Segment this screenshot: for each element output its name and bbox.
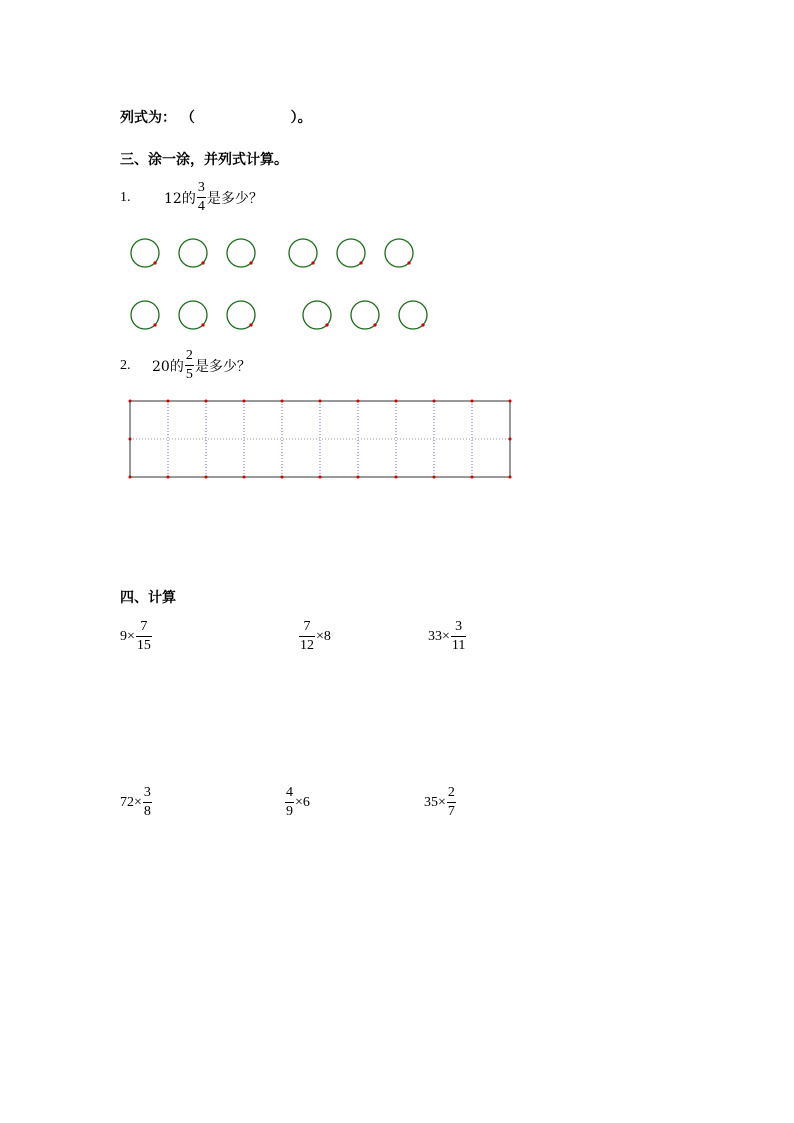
q1-number: 1. [120, 189, 131, 205]
answer-open-paren: （ [180, 110, 195, 126]
grid-marker-19 [395, 476, 398, 479]
grid-marker-24 [509, 438, 512, 441]
grid-marker-4 [243, 400, 246, 403]
grid-marker-11 [509, 400, 512, 403]
grid-marker-20 [433, 476, 436, 479]
grid-marker-21 [471, 476, 474, 479]
answer-label: 列式为： [120, 110, 176, 126]
calc-item-4-fraction: $\frac{3}{8}$ [143, 785, 151, 819]
grid-marker-15 [243, 476, 246, 479]
grid-marker-16 [281, 476, 284, 479]
calc-item-3: 33× $\frac{3}{11}$ [428, 619, 466, 653]
calc-item-3-fraction: $\frac{3}{11}$ [451, 619, 466, 653]
calc-item-5: $\frac{4}{9}$ ×6 [286, 785, 310, 819]
grid-marker-18 [357, 476, 360, 479]
calc-item-5-fraction: $\frac{4}{9}$ [286, 785, 293, 819]
grid-marker-10 [471, 400, 474, 403]
grid-marker-3 [205, 400, 208, 403]
q2-post: 是多少？ [194, 358, 251, 375]
calc-item-1: 9× $\frac{7}{15}$ [120, 619, 151, 653]
calc-item-6-fraction: $\frac{2}{7}$ [447, 785, 455, 819]
section4-title: 四、计算 [120, 590, 176, 606]
grid-marker-22 [509, 476, 512, 479]
q1-pre: 12的 [164, 190, 196, 207]
grid-marker-9 [433, 400, 436, 403]
grid-marker-5 [281, 400, 284, 403]
q1-fraction: $\frac{3}{4}$ [197, 180, 205, 214]
section3-title: 三、涂一涂，并列式计算。 [120, 152, 288, 168]
answer-close-paren: ）。 [290, 110, 312, 126]
grid-marker-8 [395, 400, 398, 403]
grid-marker-1 [129, 400, 132, 403]
grid-marker-7 [357, 400, 360, 403]
grid-marker-17 [319, 476, 322, 479]
q2-pre: 20的 [152, 358, 184, 375]
calc-item-4: 72× $\frac{3}{8}$ [120, 785, 151, 819]
grid-marker-23 [129, 438, 132, 441]
calc-item-2-fraction: $\frac{7}{12}$ [300, 619, 314, 653]
calc-item-6: 35× $\frac{2}{7}$ [424, 785, 455, 819]
grid-marker-2 [167, 400, 170, 403]
grid-marker-13 [167, 476, 170, 479]
grid-marker-14 [205, 476, 208, 479]
q2-number: 2. [120, 357, 131, 373]
calc-item-2: $\frac{7}{12}$ ×8 [300, 619, 331, 653]
grid-marker-6 [319, 400, 322, 403]
q1-post: 是多少？ [206, 190, 263, 207]
calc-item-1-fraction: $\frac{7}{15}$ [136, 619, 151, 653]
q2-fraction: $\frac{2}{5}$ [185, 348, 193, 382]
grid-marker-12 [129, 476, 132, 479]
